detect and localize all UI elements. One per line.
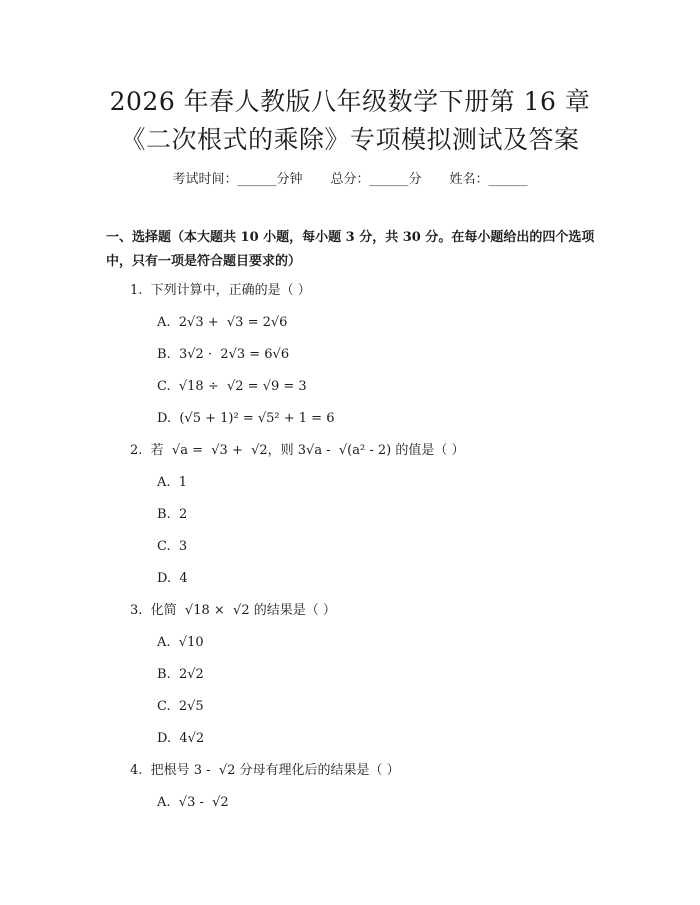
question-1-option-d: D. (√5 + 1)² = √5² + 1 = 6 <box>157 411 335 426</box>
question-3-option-b: B. 2√2 <box>157 667 204 682</box>
exam-time-field: 考试时间：______分钟 <box>172 172 303 187</box>
question-3-option-c: C. 2√5 <box>157 699 204 714</box>
question-3-option-d: D. 4√2 <box>157 731 205 746</box>
question-3-stem: 3. 化简 √18 × √2 的结果是（ ） <box>130 603 336 618</box>
question-1-option-c: C. √18 ÷ √2 = √9 = 3 <box>157 379 307 394</box>
student-name-field: 姓名：______ <box>449 172 528 187</box>
page-title-line-1: 2026 年春人教版八年级数学下册第 16 章 <box>109 87 591 116</box>
exam-info-row <box>0 168 700 187</box>
question-2-option-d: D. 4 <box>157 571 188 586</box>
question-2-option-a: A. 1 <box>157 475 188 490</box>
question-1-option-b: B. 3√2 · 2√3 = 6√6 <box>157 347 290 362</box>
question-3-option-a: A. √10 <box>157 635 204 650</box>
question-1-option-a: A. 2√3 + √3 = 2√6 <box>157 315 288 330</box>
question-1-stem: 1. 下列计算中，正确的是（ ） <box>130 283 311 298</box>
total-score-field: 总分：______分 <box>330 172 422 187</box>
question-2-option-c: C. 3 <box>157 539 188 554</box>
section-heading: 一、选择题（本大题共 10 小题，每小题 3 分，共 30 分。在每小题给出的四个选项中，只有一项是符合题目要求的） <box>106 230 595 269</box>
question-4-option-a: A. √3 - √2 <box>157 795 229 810</box>
page-title-line-2: 《二次根式的乘除》专项模拟测试及答案 <box>120 125 580 154</box>
question-2-option-b: B. 2 <box>157 507 188 522</box>
question-4-stem: 4. 把根号 3 - √2 分母有理化后的结果是（ ） <box>130 763 400 778</box>
question-2-stem: 2. 若 √a = √3 + √2，则 3√a - √(a² - 2) 的值是（ ） <box>130 443 465 458</box>
